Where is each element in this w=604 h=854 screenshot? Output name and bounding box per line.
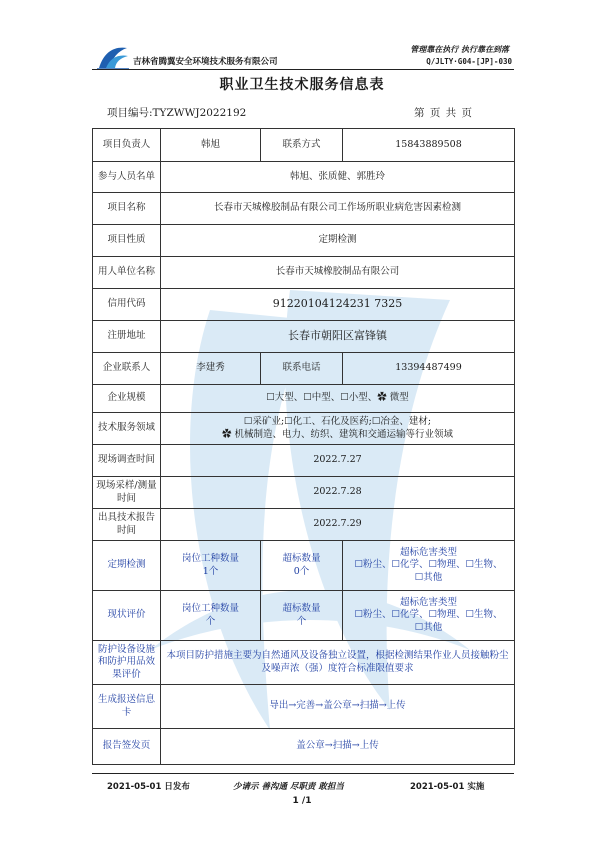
phone-value: 13394487499	[343, 353, 515, 385]
address-value: 长春市朝阳区富锋镇	[161, 321, 515, 353]
table-row	[93, 289, 515, 321]
employer-label: 用人单位名称	[93, 257, 161, 289]
status-over-label: 超标数量	[282, 603, 321, 615]
leader-value: 韩旭	[161, 129, 261, 162]
table-row	[93, 729, 515, 765]
table-row	[93, 225, 515, 257]
page-number: 1 /1	[292, 796, 312, 806]
table-row	[93, 257, 515, 289]
periodic-posts-value: 1个	[202, 565, 219, 577]
project-name-label: 项目名称	[93, 193, 161, 225]
scale-value: ☐大型、☐中型、☐小型、✿ 微型	[161, 385, 515, 413]
leader-label: 项目负责人	[93, 129, 161, 162]
report-time-label: 出具技术报告时间	[93, 509, 161, 541]
survey-time-label: 现场调查时间	[93, 445, 161, 477]
service-info-table	[92, 128, 515, 765]
project-number-label: 项目编号:	[107, 107, 153, 119]
table-row	[93, 385, 515, 413]
table-row	[93, 321, 515, 353]
project-name-value: 长春市天城橡胶制品有限公司工作场所职业病危害因素检测	[161, 193, 515, 225]
status-label: 现状评价	[93, 591, 161, 641]
status-hazard-options: ☐粉尘、☐化学、☐物理、☐生物、	[354, 609, 503, 621]
periodic-over-cell	[261, 541, 343, 591]
table-row	[93, 477, 515, 509]
status-hazard-cell	[343, 591, 515, 641]
members-label: 参与人员名单	[93, 162, 161, 193]
protection-eval-label: 防护设备设施和防护用品效果评价	[93, 641, 161, 685]
company-logo-icon	[96, 42, 130, 72]
info-card-value: 导出→完善→盖公章→扫描→上传	[161, 685, 515, 729]
project-number-value: TYZWWJ2022192	[152, 107, 247, 119]
contact-label: 联系方式	[261, 129, 343, 162]
report-time-value: 2022.7.29	[161, 509, 515, 541]
table-row	[93, 685, 515, 729]
page-info: 第 页 共 页	[414, 107, 473, 119]
periodic-over-label: 超标数量	[282, 553, 321, 565]
address-label: 注册地址	[93, 321, 161, 353]
members-value: 韩旭、张质健、郭胜玲	[161, 162, 515, 193]
table-row	[93, 541, 515, 591]
status-posts-cell	[161, 591, 261, 641]
periodic-hazard-cell	[343, 541, 515, 591]
project-nature-label: 项目性质	[93, 225, 161, 257]
service-domain-line: ☐采矿业;☐化工、石化及医药;☐冶金、建材;	[243, 416, 432, 428]
sampling-time-value: 2022.7.28	[161, 477, 515, 509]
status-hazard-label: 超标危害类型	[399, 596, 457, 608]
employer-value: 长春市天城橡胶制品有限公司	[161, 257, 515, 289]
project-number	[107, 105, 246, 120]
table-row	[93, 509, 515, 541]
service-domain-line: ✿ 机械制造、电力、纺织、建筑和交通运输等行业领域	[221, 428, 454, 440]
footer-slogan: 少请示 善沟通 尽职责 敢担当	[233, 782, 344, 792]
periodic-posts-cell	[161, 541, 261, 591]
issue-page-label: 报告签发页	[93, 729, 161, 765]
table-row	[93, 129, 515, 162]
project-nature-value: 定期检测	[161, 225, 515, 257]
credit-code-label: 信用代码	[93, 289, 161, 321]
page-title: 职业卫生技术服务信息表	[219, 77, 385, 93]
status-posts-value: 个	[205, 615, 216, 627]
sampling-time-label: 现场采样/测量时间	[93, 477, 161, 509]
credit-code-value: 91220104124231 7325	[161, 289, 515, 321]
periodic-posts-label: 岗位工种数量	[181, 553, 239, 565]
company-name: 吉林省腾翼安全环境技术服务有限公司	[133, 57, 278, 67]
enterprise-contact-label: 企业联系人	[93, 353, 161, 385]
service-domain-value	[161, 413, 515, 445]
implement-date: 2021-05-01 实施	[410, 782, 485, 792]
table-row	[93, 445, 515, 477]
table-row	[93, 591, 515, 641]
protection-eval-value: 本项目防护措施主要为自然通风及设备独立设置，根据检测结果作业人员接触粉尘及噪声浓（强）度符合标准限值要求	[161, 641, 515, 685]
header-motto: 管理靠在执行 执行靠在到落	[410, 45, 509, 54]
periodic-over-value: 0个	[293, 565, 310, 577]
info-card-label: 生成报送信息卡	[93, 685, 161, 729]
table-row	[93, 193, 515, 225]
periodic-hazard-options: ☐粉尘、☐化学、☐物理、☐生物、	[354, 559, 503, 571]
footer-divider	[92, 773, 514, 774]
phone-label: 联系电话	[261, 353, 343, 385]
table-row	[93, 353, 515, 385]
issue-page-value: 盖公章→扫描→上传	[161, 729, 515, 765]
contact-value: 15843889508	[343, 129, 515, 162]
status-posts-label: 岗位工种数量	[181, 603, 239, 615]
scale-label: 企业规模	[93, 385, 161, 413]
status-hazard-other: ☐其他	[414, 621, 443, 633]
survey-time-value: 2022.7.27	[161, 445, 515, 477]
table-row	[93, 413, 515, 445]
header-divider	[92, 69, 514, 70]
status-over-cell	[261, 591, 343, 641]
document-code: Q/JLTY·G04-[JP]-030	[426, 57, 512, 66]
table-row	[93, 162, 515, 193]
table-row	[93, 641, 515, 685]
periodic-hazard-label: 超标危害类型	[399, 546, 457, 558]
periodic-hazard-other: ☐其他	[414, 571, 443, 583]
service-domain-label: 技术服务领域	[93, 413, 161, 445]
status-over-value: 个	[296, 615, 307, 627]
publish-date: 2021-05-01 日发布	[107, 782, 190, 792]
enterprise-contact-value: 李建秀	[161, 353, 261, 385]
periodic-label: 定期检测	[93, 541, 161, 591]
